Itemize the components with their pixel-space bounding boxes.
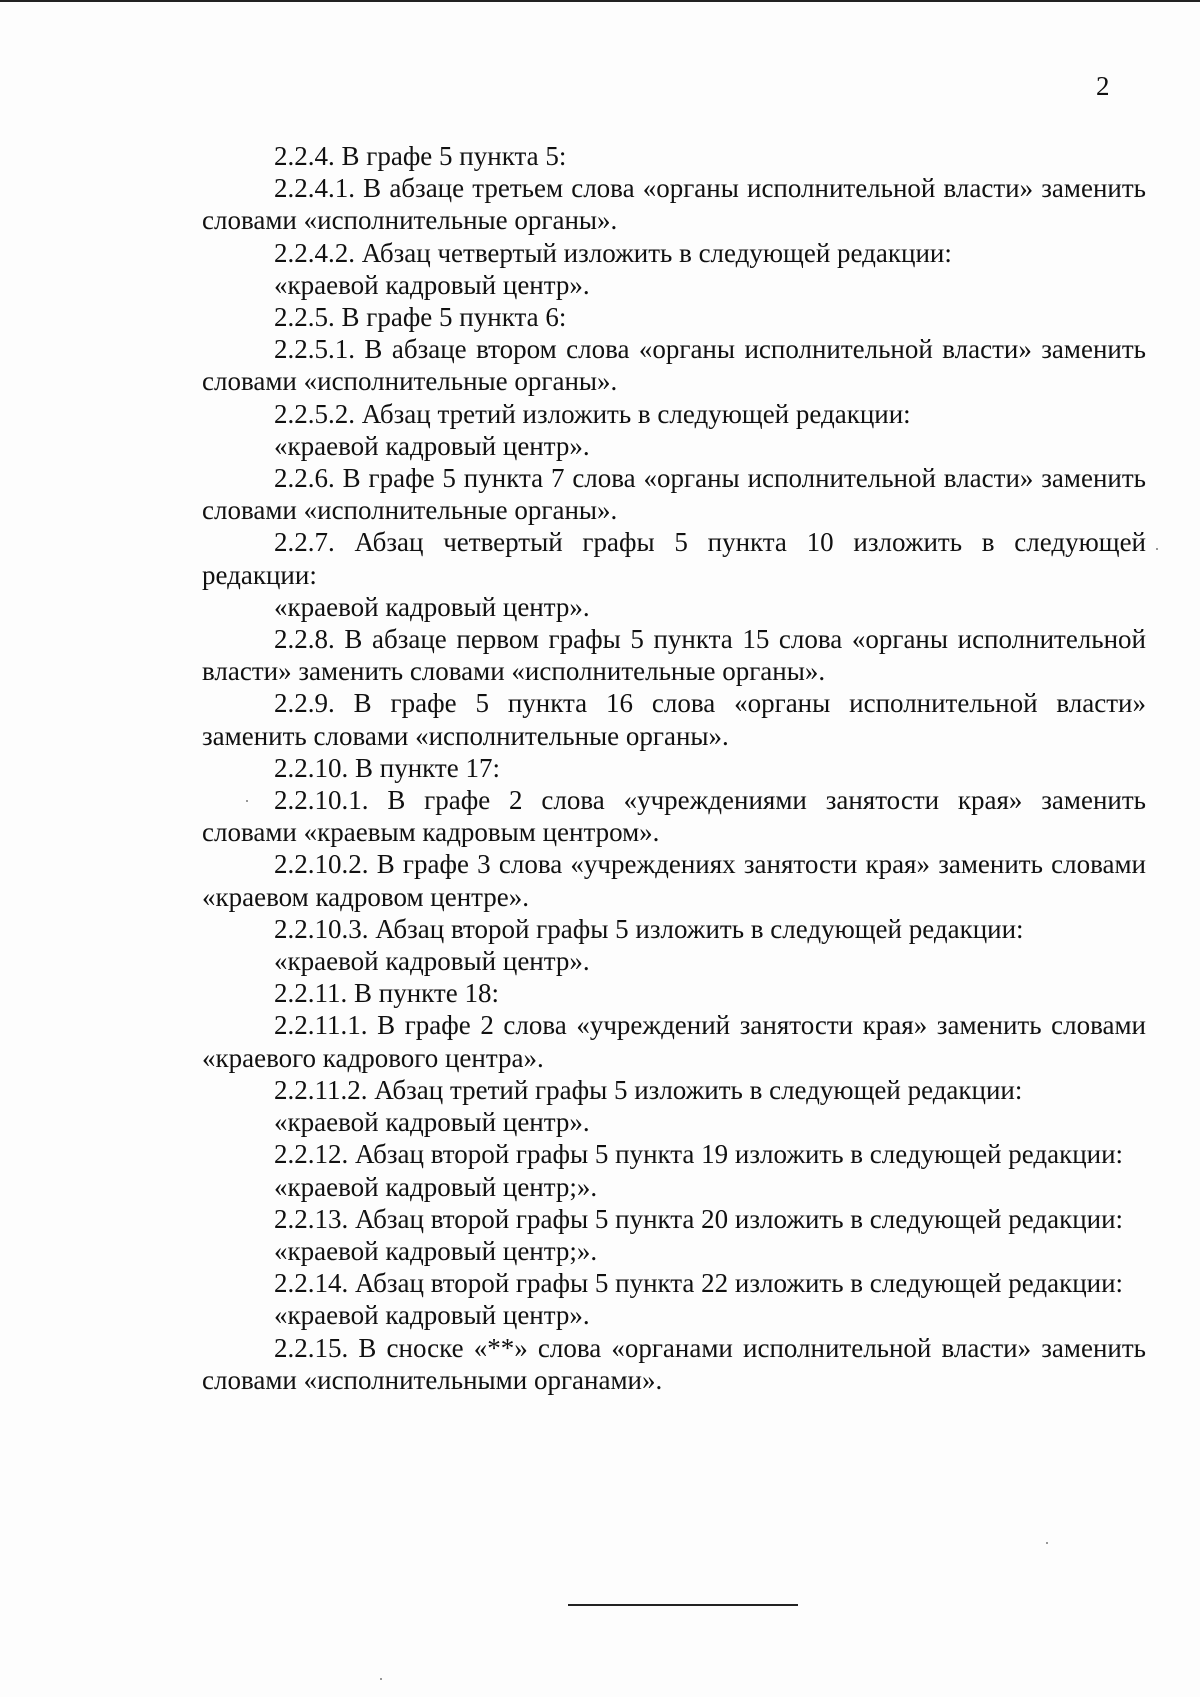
paragraph-2-2-4: 2.2.4. В графе 5 пункта 5: [274,141,567,171]
paragraph-2-2-8: 2.2.8. В абзаце первом графы 5 пункта 15 слова «органы исполнительной власти» заменить словами «исполнительные органы». [202,624,1146,687]
paragraph-quote-2: «краевой кадровый центр». [274,430,590,461]
paragraph-quote-6: «краевой кадровый центр;». [274,1171,598,1202]
paragraph-2-2-11-2: 2.2.11.2. Абзац третий графы 5 изложить в следующей редакции: [274,1074,1023,1105]
paragraph-2-2-6: 2.2.6. В графе 5 пункта 7 слова «органы исполнительной власти» заменить словами «исполнительные органы». [202,463,1146,526]
paragraph-2-2-10-1: 2.2.10.1. В графе 2 слова «учреждениями занятости края» заменить словами «краевым кадровым центром». [202,785,1146,848]
paragraph-2-2-10: 2.2.10. В пункте 17: [274,752,500,783]
paragraph-2-2-9: 2.2.9. В графе 5 пункта 16 слова «органы исполнительной власти» заменить словами «исполнительные органы». [202,688,1146,751]
paragraph-2-2-12: 2.2.12. Абзац второй графы 5 пункта 19 изложить в следующей редакции: [274,1139,1124,1170]
paragraph-2-2-10-2: 2.2.10.2. В графе 3 слова «учреждениях занятости края» заменить словами «краевом кадровом центре». [202,849,1146,912]
paragraph-2-2-13: 2.2.13. Абзац второй графы 5 пункта 20 изложить в следующей редакции: [274,1203,1124,1234]
paragraph-quote-8: «краевой кадровый центр». [274,1300,590,1331]
paragraph-2-2-10-3: 2.2.10.3. Абзац второй графы 5 изложить в следующей редакции: [274,913,1024,944]
paragraph-quote-4: «краевой кадровый центр». [274,946,590,977]
paragraph-2-2-7: 2.2.7. Абзац четвертый графы 5 пункта 10 изложить в следующей редакции: [202,527,1146,590]
paragraph-2-2-15: 2.2.15. В сноске «**» слова «органами исполнительной власти» заменить словами «исполнительными органами». [202,1332,1146,1395]
scan-speck [1046,1542,1048,1544]
scan-speck [246,800,248,802]
scan-speck [1156,548,1158,550]
paragraph-quote-5: «краевой кадровый центр». [274,1107,590,1138]
document-body [202,140,1146,1396]
paragraph-2-2-14: 2.2.14. Абзац второй графы 5 пункта 22 изложить в следующей редакции: [274,1268,1124,1299]
paragraph-quote-7: «краевой кадровый центр;». [274,1235,598,1266]
paragraph-2-2-5: 2.2.5. В графе 5 пункта 6: [274,302,567,333]
paragraph-quote-3: «краевой кадровый центр». [274,591,590,622]
paragraph-2-2-5-1: 2.2.5.1. В абзаце втором слова «органы исполнительной власти» заменить словами «исполнительные органы». [202,334,1146,397]
paragraph-2-2-4-1: 2.2.4.1. В абзаце третьем слова «органы исполнительной власти» заменить словами «исполнительные органы». [202,173,1146,236]
paragraph-2-2-11: 2.2.11. В пункте 18: [274,978,499,1009]
scan-speck [380,1678,382,1680]
end-of-text-rule [568,1604,798,1606]
paragraph-quote-1: «краевой кадровый центр». [274,269,590,300]
paragraph-2-2-5-2: 2.2.5.2. Абзац третий изложить в следующей редакции: [274,398,911,429]
page-number: 2 [1096,71,1110,101]
paragraph-2-2-4-2: 2.2.4.2. Абзац четвертый изложить в следующей редакции: [274,237,952,268]
top-border-line [0,0,1200,2]
paragraph-2-2-11-1: 2.2.11.1. В графе 2 слова «учреждений занятости края» заменить словами «краевого кадрового центра». [202,1010,1146,1073]
